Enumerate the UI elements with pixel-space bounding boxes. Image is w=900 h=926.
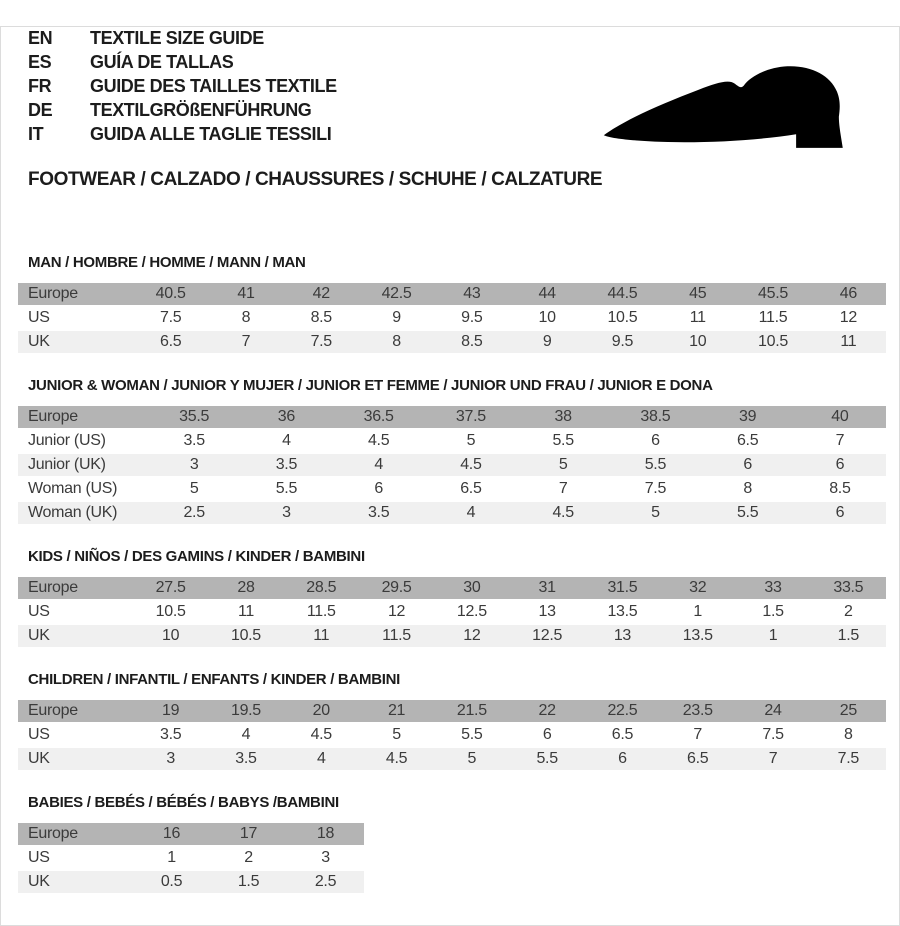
size-value: 31 xyxy=(538,579,556,596)
shoe-silhouette-icon xyxy=(596,50,868,170)
size-value: 5 xyxy=(189,480,199,497)
size-value: 5.5 xyxy=(736,504,759,521)
size-value: 21.5 xyxy=(456,702,487,719)
size-value: 4 xyxy=(282,432,291,449)
size-value: 13 xyxy=(538,603,556,620)
size-value: 12 xyxy=(839,309,857,326)
size-value: 21 xyxy=(387,702,406,719)
row-label: US xyxy=(28,309,50,326)
table-row xyxy=(18,601,886,623)
size-value: 38.5 xyxy=(640,408,671,425)
row-label: Junior (US) xyxy=(28,432,106,449)
size-value: 13 xyxy=(613,627,632,644)
row-label: Woman (UK) xyxy=(28,504,118,521)
table-row xyxy=(18,478,886,500)
table-row xyxy=(18,823,364,845)
table-row xyxy=(18,871,364,893)
table-row xyxy=(18,283,886,305)
size-value: 18 xyxy=(316,825,335,842)
size-value: 37.5 xyxy=(455,408,486,425)
language-code: DE xyxy=(28,100,53,120)
size-table xyxy=(18,406,886,524)
size-value: 1.5 xyxy=(837,627,859,644)
size-value: 25 xyxy=(839,702,857,719)
size-value: 22 xyxy=(538,702,556,719)
size-value: 7.5 xyxy=(644,480,667,497)
size-table-title: JUNIOR & WOMAN / JUNIOR Y MUJER / JUNIOR ET FEMME / JUNIOR UND FRAU / JUNIOR E DONA xyxy=(28,377,713,394)
size-value: 4 xyxy=(241,726,251,743)
size-value: 2 xyxy=(844,603,853,620)
size-value: 1 xyxy=(167,849,176,866)
size-value: 7 xyxy=(558,480,568,497)
size-value: 11.5 xyxy=(758,309,788,326)
table-row xyxy=(18,724,886,746)
size-value: 6.5 xyxy=(159,333,182,350)
size-table-section xyxy=(18,672,886,770)
size-table xyxy=(18,283,886,353)
row-label: US xyxy=(28,726,50,743)
size-table xyxy=(18,577,886,647)
size-value: 20 xyxy=(312,702,330,719)
size-value: 3.5 xyxy=(159,726,182,743)
size-value: 5.5 xyxy=(552,432,574,449)
size-value: 5 xyxy=(558,456,568,473)
size-table-title: KIDS / NIÑOS / DES GAMINS / KINDER / BAMBINI xyxy=(28,548,365,565)
size-value: 10.5 xyxy=(758,333,788,350)
size-value: 10.5 xyxy=(230,627,261,644)
size-value: 32 xyxy=(689,579,707,596)
category-title: FOOTWEAR / CALZADO / CHAUSSURES / SCHUHE / CALZATURE xyxy=(28,169,603,190)
row-label: Europe xyxy=(28,408,78,425)
size-value: 2.5 xyxy=(183,504,205,521)
size-value: 42.5 xyxy=(381,285,412,302)
size-value: 7.5 xyxy=(310,333,332,350)
row-label: Europe xyxy=(28,285,78,302)
size-value: 13.5 xyxy=(607,603,638,620)
table-row xyxy=(18,748,886,770)
size-value: 12 xyxy=(463,627,481,644)
language-label: GUÍA DE TALLAS xyxy=(90,52,234,72)
row-label: US xyxy=(28,603,50,620)
size-value: 8.5 xyxy=(310,309,332,326)
size-value: 10.5 xyxy=(607,309,638,326)
size-value: 19 xyxy=(162,702,180,719)
size-value: 6.5 xyxy=(460,480,482,497)
size-value: 12.5 xyxy=(456,603,487,620)
size-value: 8 xyxy=(743,480,752,497)
size-table-title: MAN / HOMBRE / HOMME / MANN / MAN xyxy=(28,254,306,271)
size-value: 5 xyxy=(467,750,477,767)
size-value: 29.5 xyxy=(381,579,412,596)
size-value: 27.5 xyxy=(155,579,186,596)
size-value: 38 xyxy=(554,408,572,425)
size-value: 12 xyxy=(387,603,406,620)
size-value: 13.5 xyxy=(682,627,713,644)
size-value: 40.5 xyxy=(155,285,186,302)
size-table-section xyxy=(18,549,886,647)
size-value: 7.5 xyxy=(159,309,182,326)
size-value: 28 xyxy=(237,579,255,596)
size-value: 9.5 xyxy=(611,333,634,350)
size-value: 3 xyxy=(321,849,330,866)
size-value: 11.5 xyxy=(382,627,411,644)
row-label: Junior (UK) xyxy=(28,456,106,473)
size-value: 36 xyxy=(277,408,295,425)
size-value: 44 xyxy=(538,285,556,302)
row-label: US xyxy=(28,849,50,866)
size-value: 5 xyxy=(392,726,401,743)
size-value: 11 xyxy=(689,309,706,326)
language-code: ES xyxy=(28,52,52,72)
size-value: 11 xyxy=(840,333,857,350)
size-value: 4 xyxy=(374,456,383,473)
size-tables xyxy=(18,255,886,893)
size-value: 7 xyxy=(693,726,703,743)
size-value: 8 xyxy=(844,726,853,743)
size-table-section xyxy=(18,795,886,893)
language-code: IT xyxy=(28,124,44,144)
size-value: 33 xyxy=(764,579,782,596)
size-value: 5.5 xyxy=(461,726,483,743)
size-value: 4.5 xyxy=(367,432,390,449)
table-row xyxy=(18,625,886,647)
size-value: 16 xyxy=(162,825,181,842)
size-value: 7 xyxy=(241,333,251,350)
row-label: Europe xyxy=(28,579,78,596)
size-value: 9.5 xyxy=(461,309,483,326)
size-value: 8.5 xyxy=(829,480,851,497)
size-value: 5.5 xyxy=(536,750,558,767)
size-value: 5 xyxy=(466,432,476,449)
language-label: TEXTILGRÖßENFÜHRUNG xyxy=(90,100,312,120)
table-row xyxy=(18,502,886,524)
size-value: 33.5 xyxy=(833,579,864,596)
size-value: 6 xyxy=(835,504,845,521)
size-value: 4 xyxy=(316,750,326,767)
row-label: Woman (US) xyxy=(28,480,118,497)
size-value: 10 xyxy=(162,627,180,644)
size-table-title: CHILDREN / INFANTIL / ENFANTS / KINDER / BAMBINI xyxy=(28,671,400,688)
table-row xyxy=(18,406,886,428)
row-label: UK xyxy=(28,333,50,350)
size-value: 6 xyxy=(651,432,660,449)
size-value: 7 xyxy=(768,750,778,767)
size-value: 11 xyxy=(313,627,330,644)
size-value: 6 xyxy=(835,456,845,473)
size-value: 10 xyxy=(689,333,707,350)
size-value: 6.5 xyxy=(687,750,709,767)
size-value: 22.5 xyxy=(607,702,638,719)
table-row xyxy=(18,454,886,476)
size-value: 3 xyxy=(189,456,199,473)
size-value: 6 xyxy=(374,480,383,497)
size-table-title: BABIES / BEBÉS / BÉBÉS / BABYS /BAMBINI xyxy=(28,794,339,811)
table-row xyxy=(18,700,886,722)
size-value: 6 xyxy=(542,726,552,743)
size-value: 8.5 xyxy=(461,333,483,350)
size-table xyxy=(18,823,364,893)
language-label: GUIDE DES TAILLES TEXTILE xyxy=(90,76,337,96)
size-value: 9 xyxy=(542,333,552,350)
size-value: 1.5 xyxy=(237,873,260,890)
row-label: Europe xyxy=(28,825,78,842)
language-code: FR xyxy=(28,76,52,96)
size-value: 1 xyxy=(693,603,703,620)
size-value: 31.5 xyxy=(607,579,638,596)
table-row xyxy=(18,331,886,353)
size-value: 30 xyxy=(463,579,481,596)
table-row xyxy=(18,307,886,329)
size-value: 2 xyxy=(244,849,253,866)
size-value: 10.5 xyxy=(155,603,186,620)
size-value: 40 xyxy=(831,408,849,425)
size-value: 4.5 xyxy=(310,726,332,743)
size-value: 3 xyxy=(166,750,175,767)
size-table-section xyxy=(18,255,886,353)
size-value: 4 xyxy=(466,504,476,521)
size-value: 41 xyxy=(237,285,255,302)
size-value: 3 xyxy=(282,504,291,521)
size-value: 8 xyxy=(241,309,251,326)
size-value: 43 xyxy=(463,285,481,302)
row-label: UK xyxy=(28,627,50,644)
size-value: 6 xyxy=(618,750,627,767)
table-row xyxy=(18,847,364,869)
size-value: 45 xyxy=(689,285,707,302)
size-value: 6.5 xyxy=(611,726,634,743)
size-value: 7 xyxy=(835,432,845,449)
size-value: 7.5 xyxy=(837,750,859,767)
size-table xyxy=(18,700,886,770)
size-value: 19.5 xyxy=(230,702,261,719)
size-value: 6.5 xyxy=(736,432,759,449)
size-value: 6 xyxy=(743,456,752,473)
size-value: 17 xyxy=(239,825,258,842)
size-value: 11.5 xyxy=(306,603,336,620)
size-value: 4.5 xyxy=(385,750,408,767)
size-value: 23.5 xyxy=(682,702,713,719)
language-label: TEXTILE SIZE GUIDE xyxy=(90,28,264,48)
size-table-section xyxy=(18,378,886,524)
size-value: 3.5 xyxy=(235,750,257,767)
shoe-icon-path xyxy=(604,66,843,148)
row-label: UK xyxy=(28,873,50,890)
language-label: GUIDA ALLE TAGLIE TESSILI xyxy=(90,124,332,144)
size-value: 46 xyxy=(839,285,857,302)
language-code: EN xyxy=(28,28,53,48)
row-label: Europe xyxy=(28,702,78,719)
size-value: 3.5 xyxy=(275,456,298,473)
size-value: 44.5 xyxy=(607,285,638,302)
size-value: 28.5 xyxy=(306,579,337,596)
size-value: 4.5 xyxy=(460,456,482,473)
table-row xyxy=(18,577,886,599)
size-value: 36.5 xyxy=(363,408,394,425)
table-row xyxy=(18,430,886,452)
size-value: 5.5 xyxy=(275,480,298,497)
size-value: 10 xyxy=(538,309,556,326)
size-value: 39 xyxy=(739,408,757,425)
size-value: 3.5 xyxy=(183,432,205,449)
size-value: 2.5 xyxy=(314,873,337,890)
language-row xyxy=(28,26,900,50)
size-value: 35.5 xyxy=(179,408,210,425)
size-value: 24 xyxy=(764,702,782,719)
size-value: 9 xyxy=(392,309,401,326)
size-value: 1 xyxy=(768,627,778,644)
size-value: 11 xyxy=(237,603,254,620)
size-value: 45.5 xyxy=(758,285,788,302)
size-value: 3.5 xyxy=(367,504,390,521)
size-value: 5.5 xyxy=(644,456,667,473)
size-value: 12.5 xyxy=(532,627,563,644)
size-value: 4.5 xyxy=(552,504,574,521)
size-value: 5 xyxy=(651,504,660,521)
row-label: UK xyxy=(28,750,50,767)
size-value: 0.5 xyxy=(160,873,183,890)
size-value: 1.5 xyxy=(762,603,784,620)
size-value: 8 xyxy=(392,333,401,350)
size-value: 7.5 xyxy=(762,726,784,743)
size-value: 42 xyxy=(312,285,330,302)
